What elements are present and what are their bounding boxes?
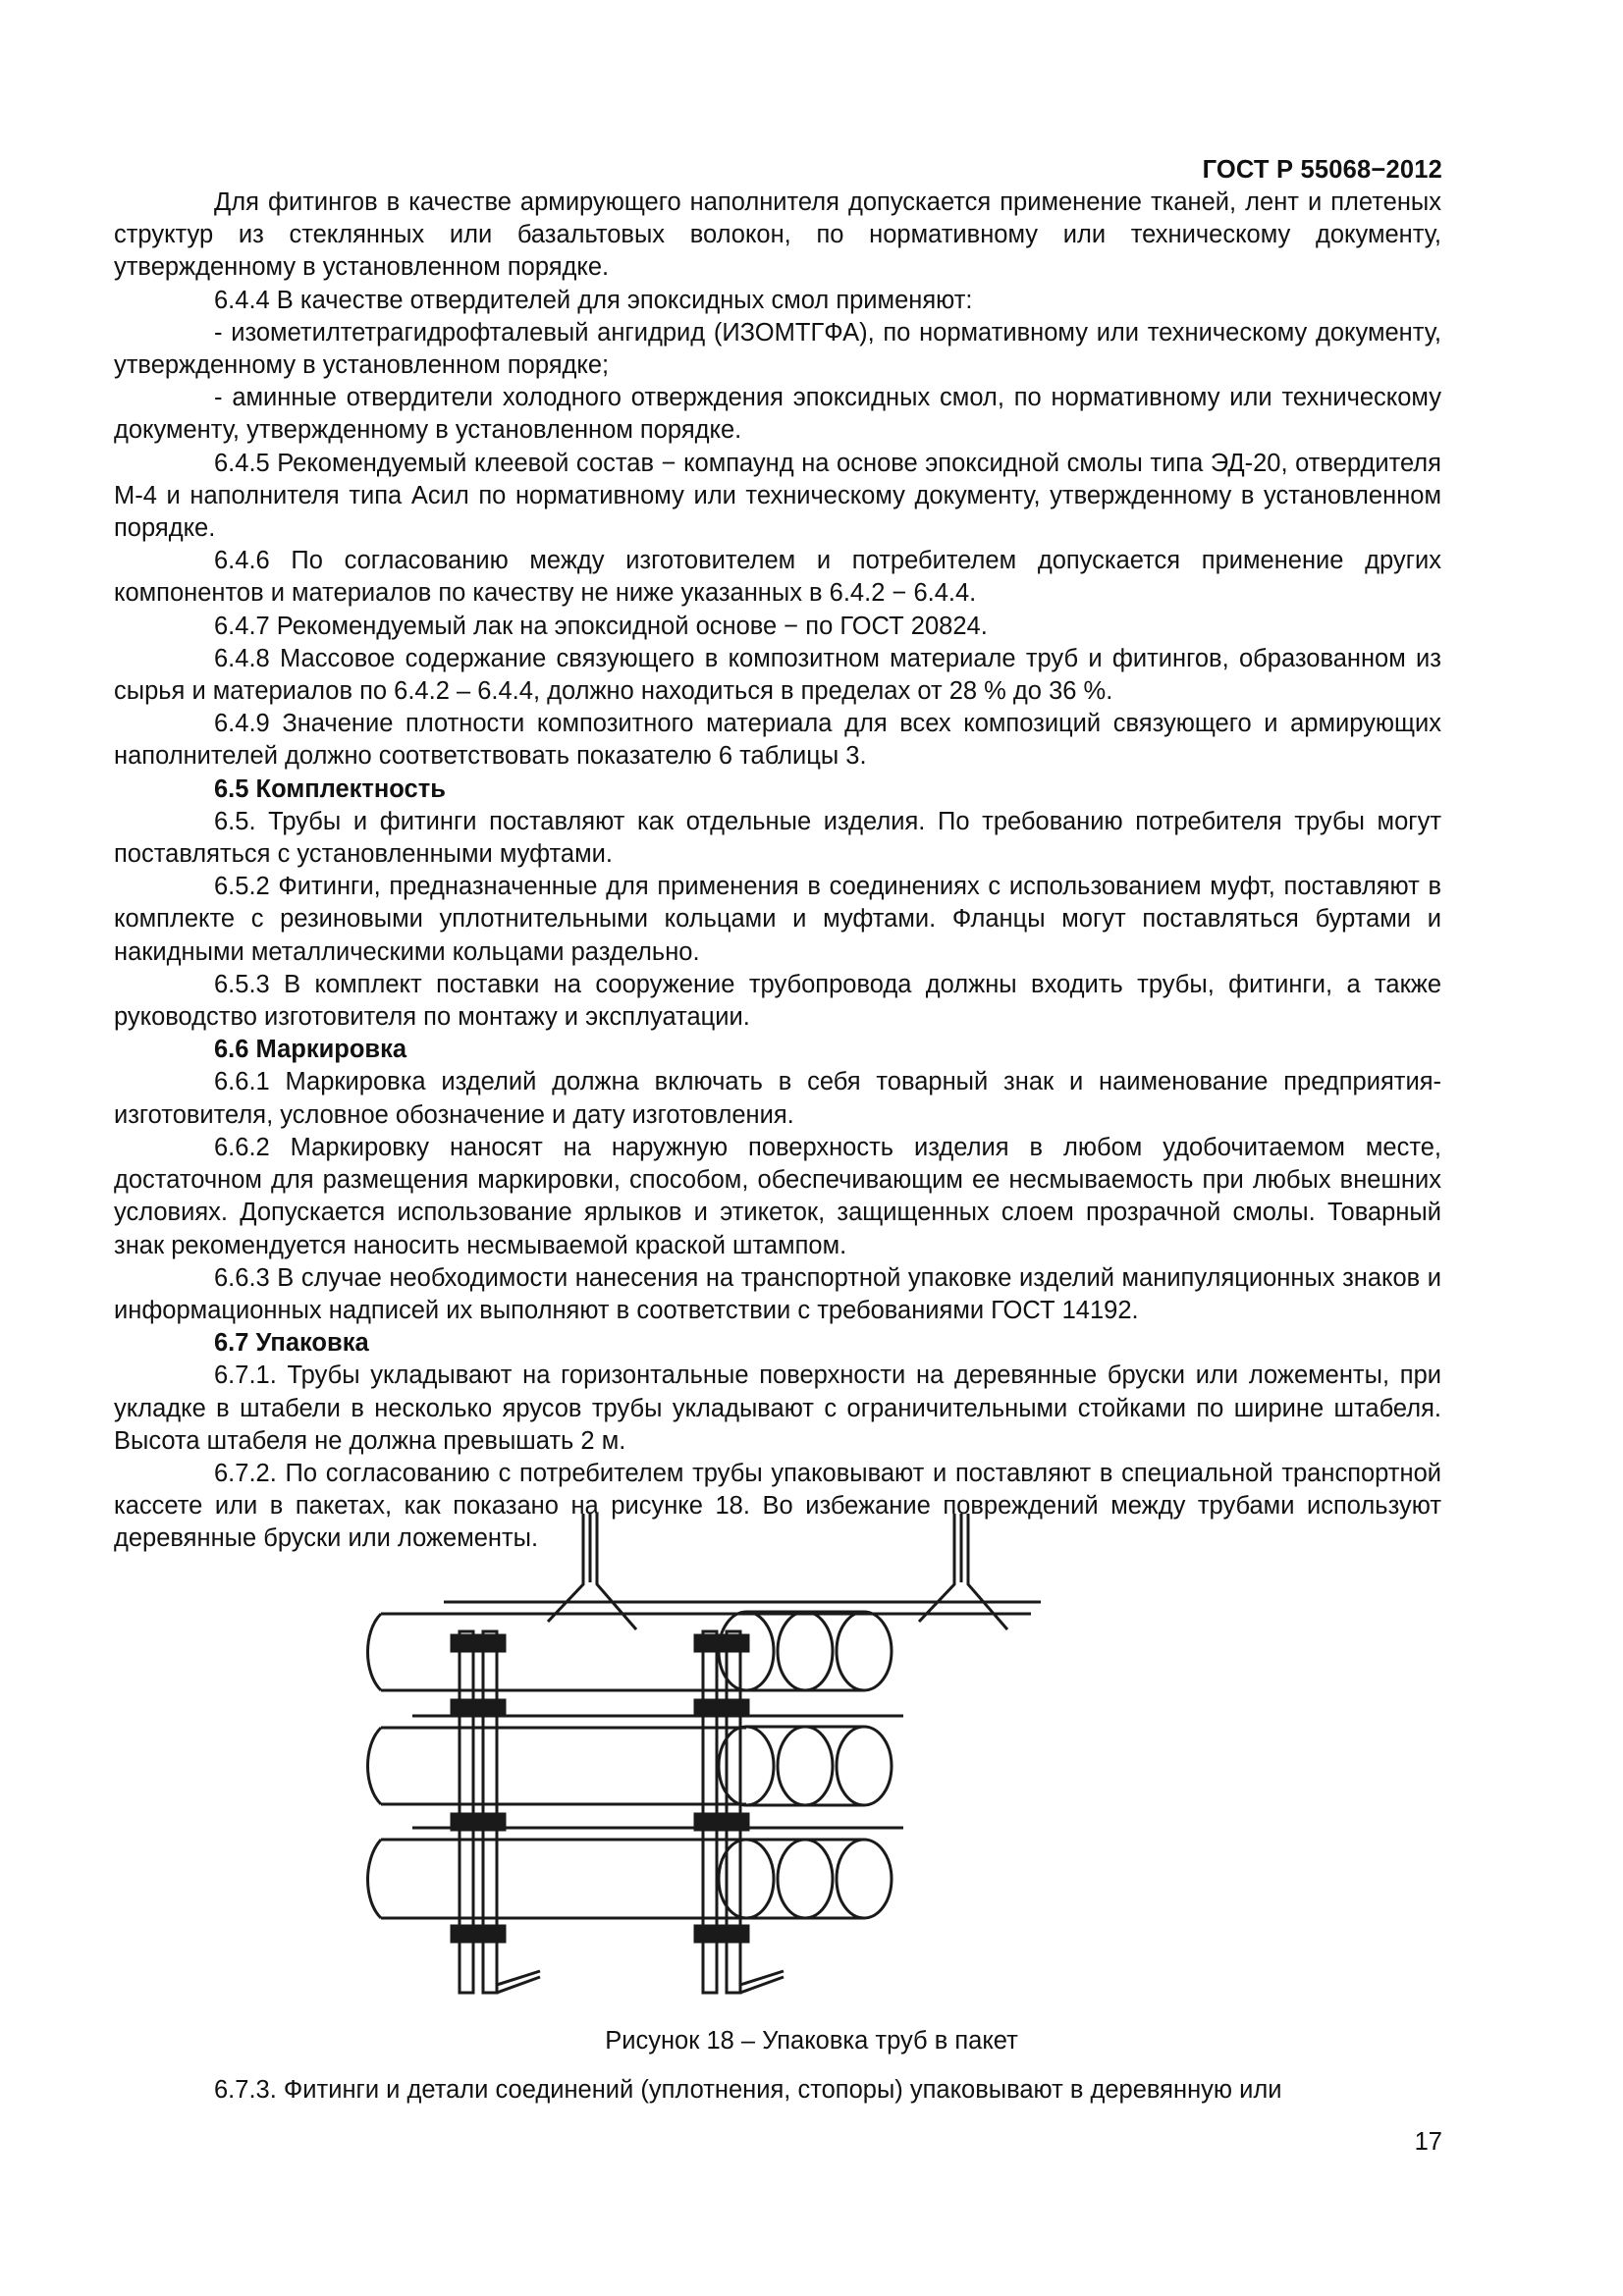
pipe-row-middle (368, 1716, 904, 1805)
paragraph: 6.4.7 Рекомендуемый лак на эпоксидной основе − по ГОСТ 20824. (214, 612, 988, 640)
section-heading: 6.5 Комплектность (214, 774, 446, 803)
paragraph: 6.5. Трубы и фитинги поставляют как отдельные изделия. По требованию потребителя трубы могут поставляться с установленными муфтами. (114, 807, 1441, 869)
pipe-package-drawing (353, 1514, 1237, 2010)
paragraph: - аминные отвердители холодного отверждения эпоксидных смол, по нормативному или техническому документу, утвержденному в установленном порядке. (114, 384, 1441, 445)
paragraph: 6.6.1 Маркировка изделий должна включать в себя товарный знак и наименование предприятия-изготовителя, условное обозначение и дату изготовления. (114, 1068, 1441, 1129)
paragraph: 6.4.4 В качестве отвердителей для эпоксидных смол применяют: (214, 286, 973, 314)
body-text (114, 187, 1441, 1556)
figure-caption: Рисунок 18 – Упаковка труб в пакет (605, 2027, 1018, 2055)
paragraph: - изометилтетрагидрофталевый ангидрид (ИЗОМТГФА), по нормативному или техническому документу, утвержденному в установленном порядке; (114, 318, 1441, 380)
lifting-sling-right (919, 1514, 1007, 1629)
paragraph: 6.4.9 Значение плотности композитного материала для всех композиций связующего и армирующих наполнителей должно соответствовать показателю 6 таблицы 3. (114, 710, 1441, 771)
paragraph: 6.7.2. По согласованию с потребителем трубы упаковывают и поставляют в специальной транспортной кассете или в пакетах, как показано на рисунке 18. Во избежание повреждений между трубами используют деревянные бруски или ложементы. (114, 1459, 1441, 1553)
paragraph-continued: 6.7.3. Фитинги и детали соединений (уплотнения, стопоры) упаковывают в деревянную или (214, 2076, 1282, 2104)
paragraph: Для фитингов в качестве армирующего наполнителя допускается применение тканей, лент и плетеных структур из стеклянных или базальтовых волокон, по нормативному или техническому документу, утвержденному в установленном порядке. (114, 188, 1441, 282)
document-header: ГОСТ Р 55068−2012 (1202, 156, 1442, 184)
paragraph: 6.4.6 По согласованию между изготовителем и потребителем допускается применение других компонентов и материалов по качеству не ниже указанных в 6.4.2 − 6.4.4. (114, 547, 1441, 608)
paragraph: 6.5.3 В комплект поставки на сооружение трубопровода должны входить трубы, фитинги, а также руководство изготовителя по монтажу и эксплуатации. (114, 970, 1441, 1032)
figure-pipe-package (353, 1514, 1237, 2010)
paragraph: 6.6.3 В случае необходимости нанесения на транспортной упаковке изделий манипуляционных знаков и информационных надписей их выполняют в соответствии с требованиями ГОСТ 14192. (114, 1263, 1441, 1324)
paragraph: 6.4.8 Массовое содержание связующего в композитном материале труб и фитингов, образованном из сырья и материалов по 6.4.2 – 6.4.4, должно находиться в пределах от 28 % до 36 %. (114, 644, 1441, 706)
frame-post-right (695, 1631, 784, 1993)
paragraph: 6.7.1. Трубы укладывают на горизонтальные поверхности на деревянные бруски или ложементы, при укладке в штабели в несколько ярусов трубы укладывают с ограничительными стойками по ширине штабеля. Высота штабеля не должна превышать 2 м. (114, 1362, 1441, 1455)
paragraph: 6.4.5 Рекомендуемый клеевой состав − компаунд на основе эпоксидной смолы типа ЭД-20, отвердителя М-4 и наполнителя типа Асил по нормативному или техническому документу, утвержденному в установленном порядке. (114, 449, 1441, 543)
paragraph: 6.5.2 Фитинги, предназначенные для применения в соединениях с использованием муфт, поставляют в комплекте с резиновыми уплотнительными кольцами и муфтами. Фланцы могут поставляться буртами и накидными металлическими кольцами раздельно. (114, 873, 1441, 966)
page-number: 17 (1414, 2128, 1442, 2156)
frame-post-left (452, 1631, 540, 1993)
section-heading: 6.7 Упаковка (214, 1329, 369, 1358)
pipe-row-bottom (368, 1828, 904, 1918)
lifting-sling-left (548, 1514, 636, 1629)
section-heading: 6.6 Маркировка (214, 1036, 407, 1064)
paragraph: 6.6.2 Маркировку наносят на наружную поверхность изделия в любом удобочитаемом месте, достаточном для размещения маркировки, способом, обеспечивающим ее несмываемость при любых внешних условиях. Допускается использование ярлыков и этикеток, защищенных слоем прозрачной смолы. Товарный знак рекомендуется наносить несмываемой краской штампом. (114, 1133, 1441, 1259)
